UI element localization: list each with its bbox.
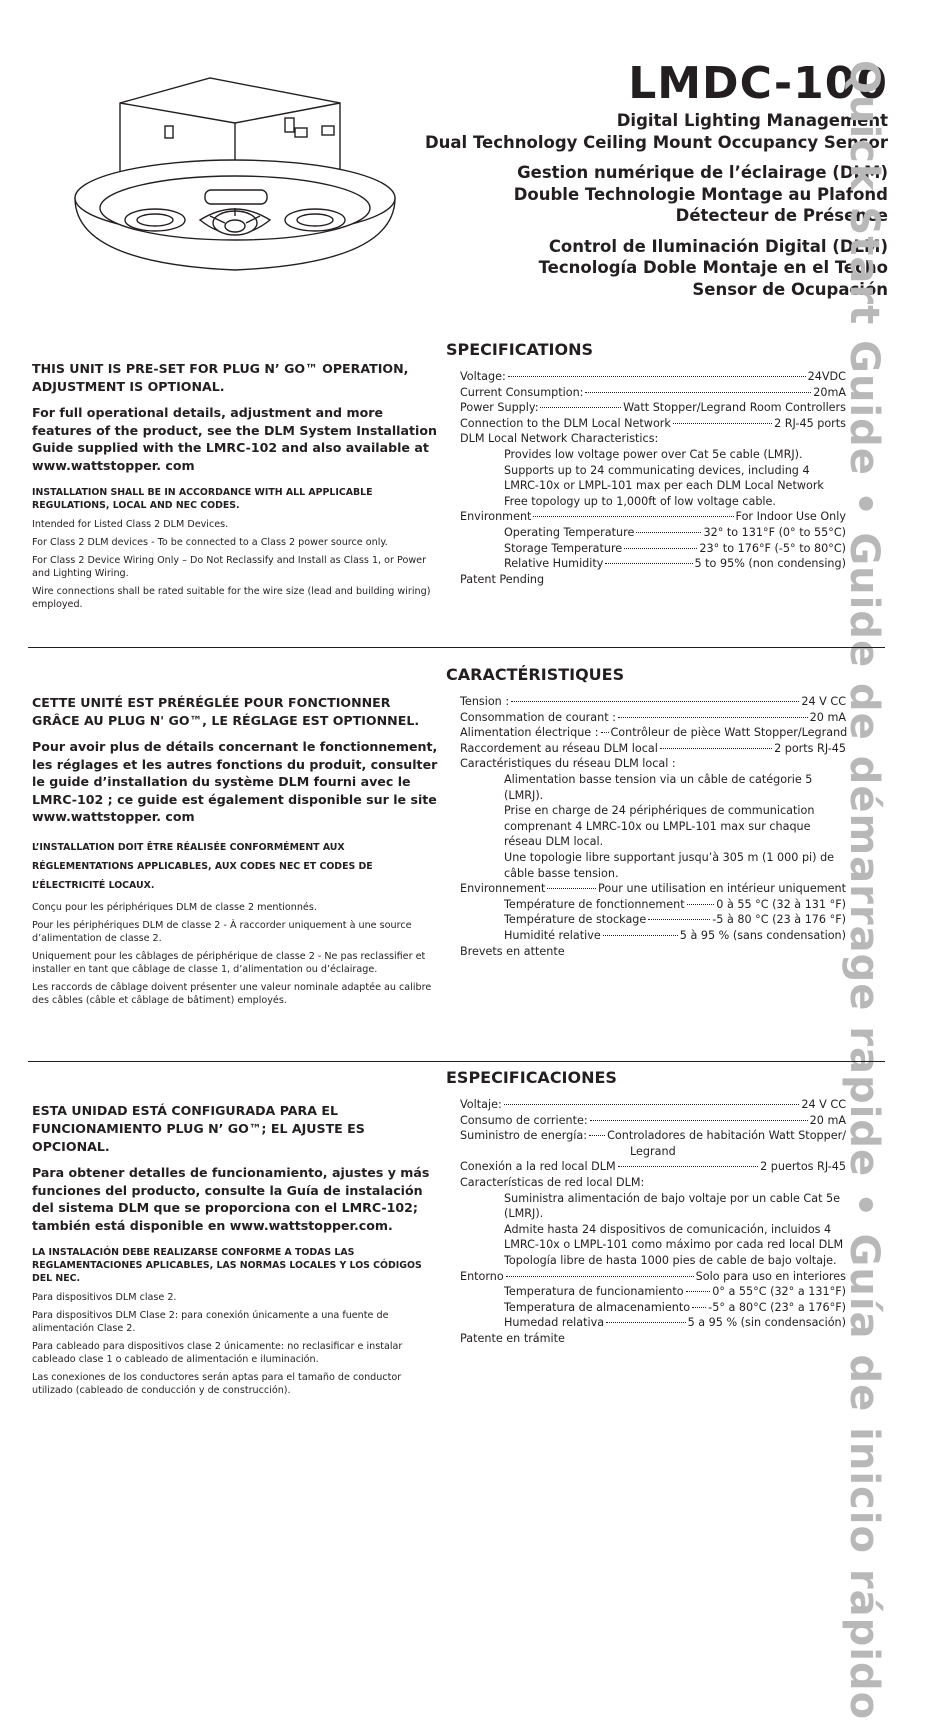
specs-spanish [446, 1068, 846, 1347]
spec-power: Power Supply: Watt Stopper/Legrand Room Controllers [460, 401, 846, 415]
spec-network-item: Supports up to 24 communicating devices, including 4 LMRC-10x or LMPL-101 max per each DLM Local Network [504, 463, 824, 493]
fr-note: Uniquement pour les câblages de périphérique de classe 2 - Ne pas reclassifier et installer en tant que câblage de classe 1, d’alimentation ou d’éclairage. [32, 950, 426, 975]
title-en-1: Digital Lighting Management [616, 111, 888, 130]
spec-storage-temp: Temperatura de almacenamiento -5° a 80°C (23° a 176°F) [504, 1300, 846, 1314]
title-es-3: Sensor de Ocupación [692, 279, 888, 299]
spec-network-item: Admite hasta 24 dispositivos de comunicación, incluidos 4 LMRC-10x o LMPL-101 como máximo por cada red local DLM [504, 1222, 844, 1252]
spec-network-label: Características de red local DLM: [460, 1175, 645, 1189]
es-note: Para dispositivos DLM Clase 2: para conexión únicamente a una fuente de alimentación Clase 2. [32, 1310, 389, 1334]
specs-heading: SPECIFICATIONS [446, 340, 594, 359]
en-caps-small: INSTALLATION SHALL BE IN ACCORDANCE WITH ALL APPLICABLE REGULATIONS, LOCAL AND NEC CODES. [32, 487, 373, 511]
spec-connection: Raccordement au réseau DLM local 2 ports RJ-45 [460, 741, 846, 755]
spec-network-label: Caractéristiques du réseau DLM local : [460, 757, 676, 771]
en-note: For Class 2 DLM devices - To be connected to a Class 2 power source only. [32, 537, 388, 548]
spec-op-temp: Temperatura de funcionamiento 0° a 55°C (32° a 131°F) [504, 1285, 846, 1299]
sensor-illustration [60, 48, 410, 278]
specs-french [446, 665, 846, 959]
fr-lead: Pour avoir plus de détails concernant le fonctionnement, les réglages et les autres fonctions du produit, consulter le guide d’installation du système DLM fourni avec le LMRC-102 ; ce guide est également disponible sur le site www.wattstopper. com [32, 739, 438, 824]
title-es-1: Control de Iluminación Digital (DLM) [548, 236, 888, 256]
spec-environment: Entorno Solo para uso en interiores [460, 1269, 846, 1283]
fr-lead-caps: CETTE UNITÉ EST PRÉRÉGLÉE POUR FONCTIONNER GRÂCE AU PLUG N' GO™, LE RÉGLAGE EST OPTIONNEL. [32, 695, 420, 728]
es-lead: Para obtener detalles de funcionamiento, ajustes y más funciones del producto, consulte la Guía de instalación del sistema DLM que se proporciona con el LMRC-102; también está disponible en www.wattstopper.com. [32, 1165, 430, 1233]
spec-current: Current Consumption: 20mA [460, 385, 846, 399]
spec-network-label: DLM Local Network Characteristics: [460, 432, 659, 446]
spec-humidity: Relative Humidity 5 to 95% (non condensing) [504, 557, 846, 571]
section-divider-1 [28, 647, 885, 648]
spec-power-cont: Legrand [630, 1144, 676, 1158]
french-notes [32, 694, 442, 1012]
en-note: Intended for Listed Class 2 DLM Devices. [32, 519, 229, 530]
spec-connection: Connection to the DLM Local Network 2 RJ-45 ports [460, 416, 846, 430]
spec-storage-temp: Storage Temperature 23° to 176°F (-5° to 80°C) [504, 541, 846, 555]
fr-note: Pour les périphériques DLM de classe 2 - À raccorder uniquement à une source d’alimentation de classe 2. [32, 919, 412, 944]
spec-storage-temp: Température de stockage -5 à 80 °C (23 à 176 °F) [504, 913, 846, 927]
es-caps-small: LA INSTALACIÓN DEBE REALIZARSE CONFORME A TODAS LAS REGLAMENTACIONES APLICABLES, LAS NORMAS LOCALES Y LOS CÓDIGOS DEL NEC. [32, 1247, 422, 1284]
spec-network-item: Topología libre de hasta 1000 pies de cable de bajo voltaje. [504, 1253, 837, 1267]
es-lead-caps: ESTA UNIDAD ESTÁ CONFIGURADA PARA EL FUNCIONAMIENTO PLUG N’ GO™; EL AJUSTE ES OPCIONAL. [32, 1103, 365, 1154]
spec-network-item: Provides low voltage power over Cat 5e cable (LMRJ). [504, 447, 803, 461]
en-lead-caps: THIS UNIT IS PRE-SET FOR PLUG N’ GO™ OPERATION, ADJUSTMENT IS OPTIONAL. [32, 361, 409, 394]
spec-current: Consommation de courant : 20 mA [460, 710, 846, 724]
model-number: LMDC-100 [628, 58, 888, 109]
section-divider-2 [28, 1061, 885, 1062]
title-en-2: Dual Technology Ceiling Mount Occupancy Sensor [424, 132, 888, 152]
spec-humidity: Humedad relativa 5 a 95 % (sin condensación) [504, 1316, 846, 1330]
spec-op-temp: Température de fonctionnement 0 à 55 °C (32 à 131 °F) [504, 897, 846, 911]
en-lead: For full operational details, adjustment and more features of the product, see the DLM System Installation Guide supplied with the LMRC-102 and also available at www.wattstopper. com [32, 405, 437, 473]
spec-network-item: Suministra alimentación de bajo voltaje por un cable Cat 5e (LMRJ). [504, 1191, 841, 1221]
title-fr-2: Double Technologie Montage au Plafond [513, 184, 888, 204]
spec-connection: Conexión a la red local DLM 2 puertos RJ-45 [460, 1160, 846, 1174]
fr-note: Conçu pour les périphériques DLM de classe 2 mentionnés. [32, 901, 317, 913]
es-note: Para dispositivos DLM clase 2. [32, 1292, 177, 1303]
spec-power: Suministro de energía: Controladores de habitación Watt Stopper/ [460, 1129, 846, 1143]
english-notes [32, 360, 442, 616]
es-note: Para cableado para dispositivos clase 2 únicamente: no reclasificar e instalar cableado clase 1 o cableado de alimentación e iluminación. [32, 1341, 403, 1365]
quick-start-banner: Quick Start Guide • Guide de démarrage rapide • Guía de inicio rápido [841, 60, 887, 1720]
spec-humidity: Humidité relative 5 à 95 % (sans condensation) [504, 928, 846, 942]
spec-patent: Patent Pending [460, 572, 545, 586]
en-note: For Class 2 Device Wiring Only – Do Not Reclassify and Install as Class 1, or Power and Lighting Wiring. [32, 555, 427, 579]
spec-environment: Environment For Indoor Use Only [460, 510, 846, 524]
spec-current: Consumo de corriente: 20 mA [460, 1113, 846, 1127]
fr-caps-small: L’INSTALLATION DOIT ÊTRE RÉALISÉE CONFORMÉMENT AUX RÉGLEMENTATIONS APPLICABLES, AUX CODES NEC ET CODES DE L’ÉLECTRICITÉ LOCAUX. [32, 841, 373, 891]
spanish-notes [32, 1102, 442, 1402]
title-fr-3: Détecteur de Présence [675, 206, 888, 225]
spec-environment: Environnement Pour une utilisation en intérieur uniquement [460, 882, 846, 896]
spec-patent: Patente en trámite [460, 1331, 565, 1345]
specs-heading: CARACTÉRISTIQUES [446, 665, 625, 684]
spec-network-item: Une topologie libre supportant jusqu’à 305 m (1 000 pi) de câble basse tension. [504, 850, 835, 880]
spec-voltage: Voltaje: 24 V CC [460, 1098, 846, 1111]
fr-note: Les raccords de câblage doivent présenter une valeur nominale adaptée au calibre des câbles (câble et câblage de bâtiment) employés. [32, 981, 432, 1006]
spec-op-temp: Operating Temperature 32° to 131°F (0° to 55°C) [504, 525, 846, 539]
specs-english [446, 340, 846, 587]
spec-network-item: Prise en charge de 24 périphériques de communication comprenant 4 LMRC-10x ou LMPL-101 max sur chaque réseau DLM local. [504, 804, 815, 849]
title-block [408, 58, 888, 300]
spec-voltage: Voltage: 24VDC [460, 370, 846, 383]
spec-voltage: Tension : 24 V CC [460, 695, 846, 708]
spec-patent: Brevets en attente [460, 944, 565, 958]
en-note: Wire connections shall be rated suitable for the wire size (lead and building wiring) employed. [32, 586, 431, 610]
title-es-2: Tecnología Doble Montaje en el Techo [538, 258, 888, 277]
spec-power: Alimentation électrique : Contrôleur de pièce Watt Stopper/Legrand [460, 726, 848, 740]
spec-network-item: Free topology up to 1,000ft of low voltage cable. [504, 494, 776, 508]
es-note: Las conexiones de los conductores serán aptas para el tamaño de conductor utilizado (cableado de conducción y de construcción). [32, 1372, 402, 1396]
spec-network-item: Alimentation basse tension via un câble de catégorie 5 (LMRJ). [504, 772, 813, 802]
specs-heading: ESPECIFICACIONES [446, 1068, 617, 1087]
title-fr-1: Gestion numérique de l’éclairage (DLM) [517, 163, 888, 182]
